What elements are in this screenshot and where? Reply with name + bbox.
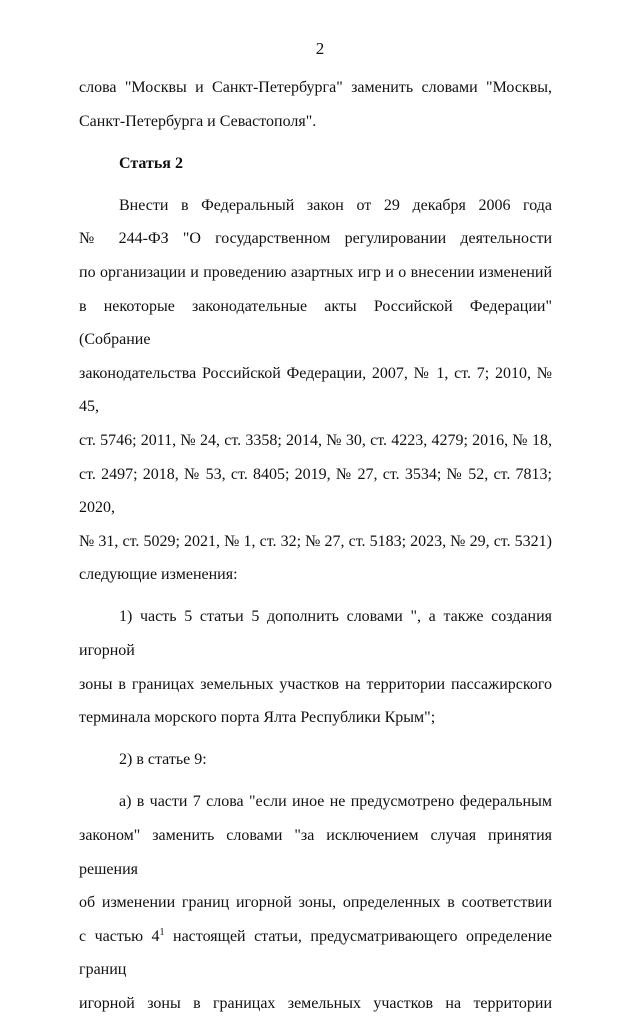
text-line: терминала морского порта Ялта Республики Крым"; — [79, 709, 436, 727]
text-line: 1) часть 5 статьи 5 дополнить словами ", а также создания игорной — [79, 608, 552, 659]
text-line: законодательства Российской Федерации, 2007, № 1, ст. 7; 2010, № 45, — [79, 364, 552, 416]
text-line: Санкт-Петербурга и Севастополя". — [79, 112, 317, 130]
text-line: Внести в Федеральный закон от 29 декабря 2006 года — [119, 196, 552, 214]
text-fragment: настоящей статьи, предусматривающего определение границ — [79, 927, 552, 979]
text-line: ст. 2497; 2018, № 53, ст. 8405; 2019, № 27, ст. 3534; № 52, ст. 7813; 2020, — [79, 465, 552, 517]
text-line: 2) в статье 9: — [119, 751, 207, 769]
text-line: слова "Москвы и Санкт-Петербурга" заменить словами "Москвы, — [79, 79, 552, 96]
article-heading: Статья 2 — [119, 154, 183, 172]
text-fragment: с частью 4 — [79, 927, 160, 945]
text-line: № 244-ФЗ "О государственном регулировании деятельности — [79, 230, 552, 248]
page-number: 2 — [315, 39, 325, 58]
text-line: по организации и проведению азартных игр и о внесении изменений — [79, 263, 552, 281]
text-line: законом" заменить словами "за исключением случая принятия решения — [79, 826, 552, 878]
document-body — [79, 71, 552, 1021]
text-line: игорной зоны в границах земельных участков на территории — [79, 994, 552, 1012]
text-line: № 31, ст. 5029; 2021, № 1, ст. 32; № 27, ст. 5183; 2023, № 29, ст. 5321) — [79, 532, 552, 550]
text-line: а) в части 7 слова "если иное не предусмотрено федеральным — [119, 793, 552, 811]
text-line: следующие изменения: — [79, 566, 238, 584]
text-line — [79, 920, 552, 987]
text-line: об изменении границ игорной зоны, определенных в соответствии — [79, 894, 552, 912]
text-line: ст. 5746; 2011, № 24, ст. 3358; 2014, № 30, ст. 4223, 4279; 2016, № 18, — [79, 431, 552, 449]
superscript: 1 — [159, 926, 165, 938]
text-line: в некоторые законодательные акты Российской Федерации" (Собрание — [79, 297, 552, 349]
text-line: зоны в границах земельных участков на территории пассажирского — [79, 675, 552, 693]
